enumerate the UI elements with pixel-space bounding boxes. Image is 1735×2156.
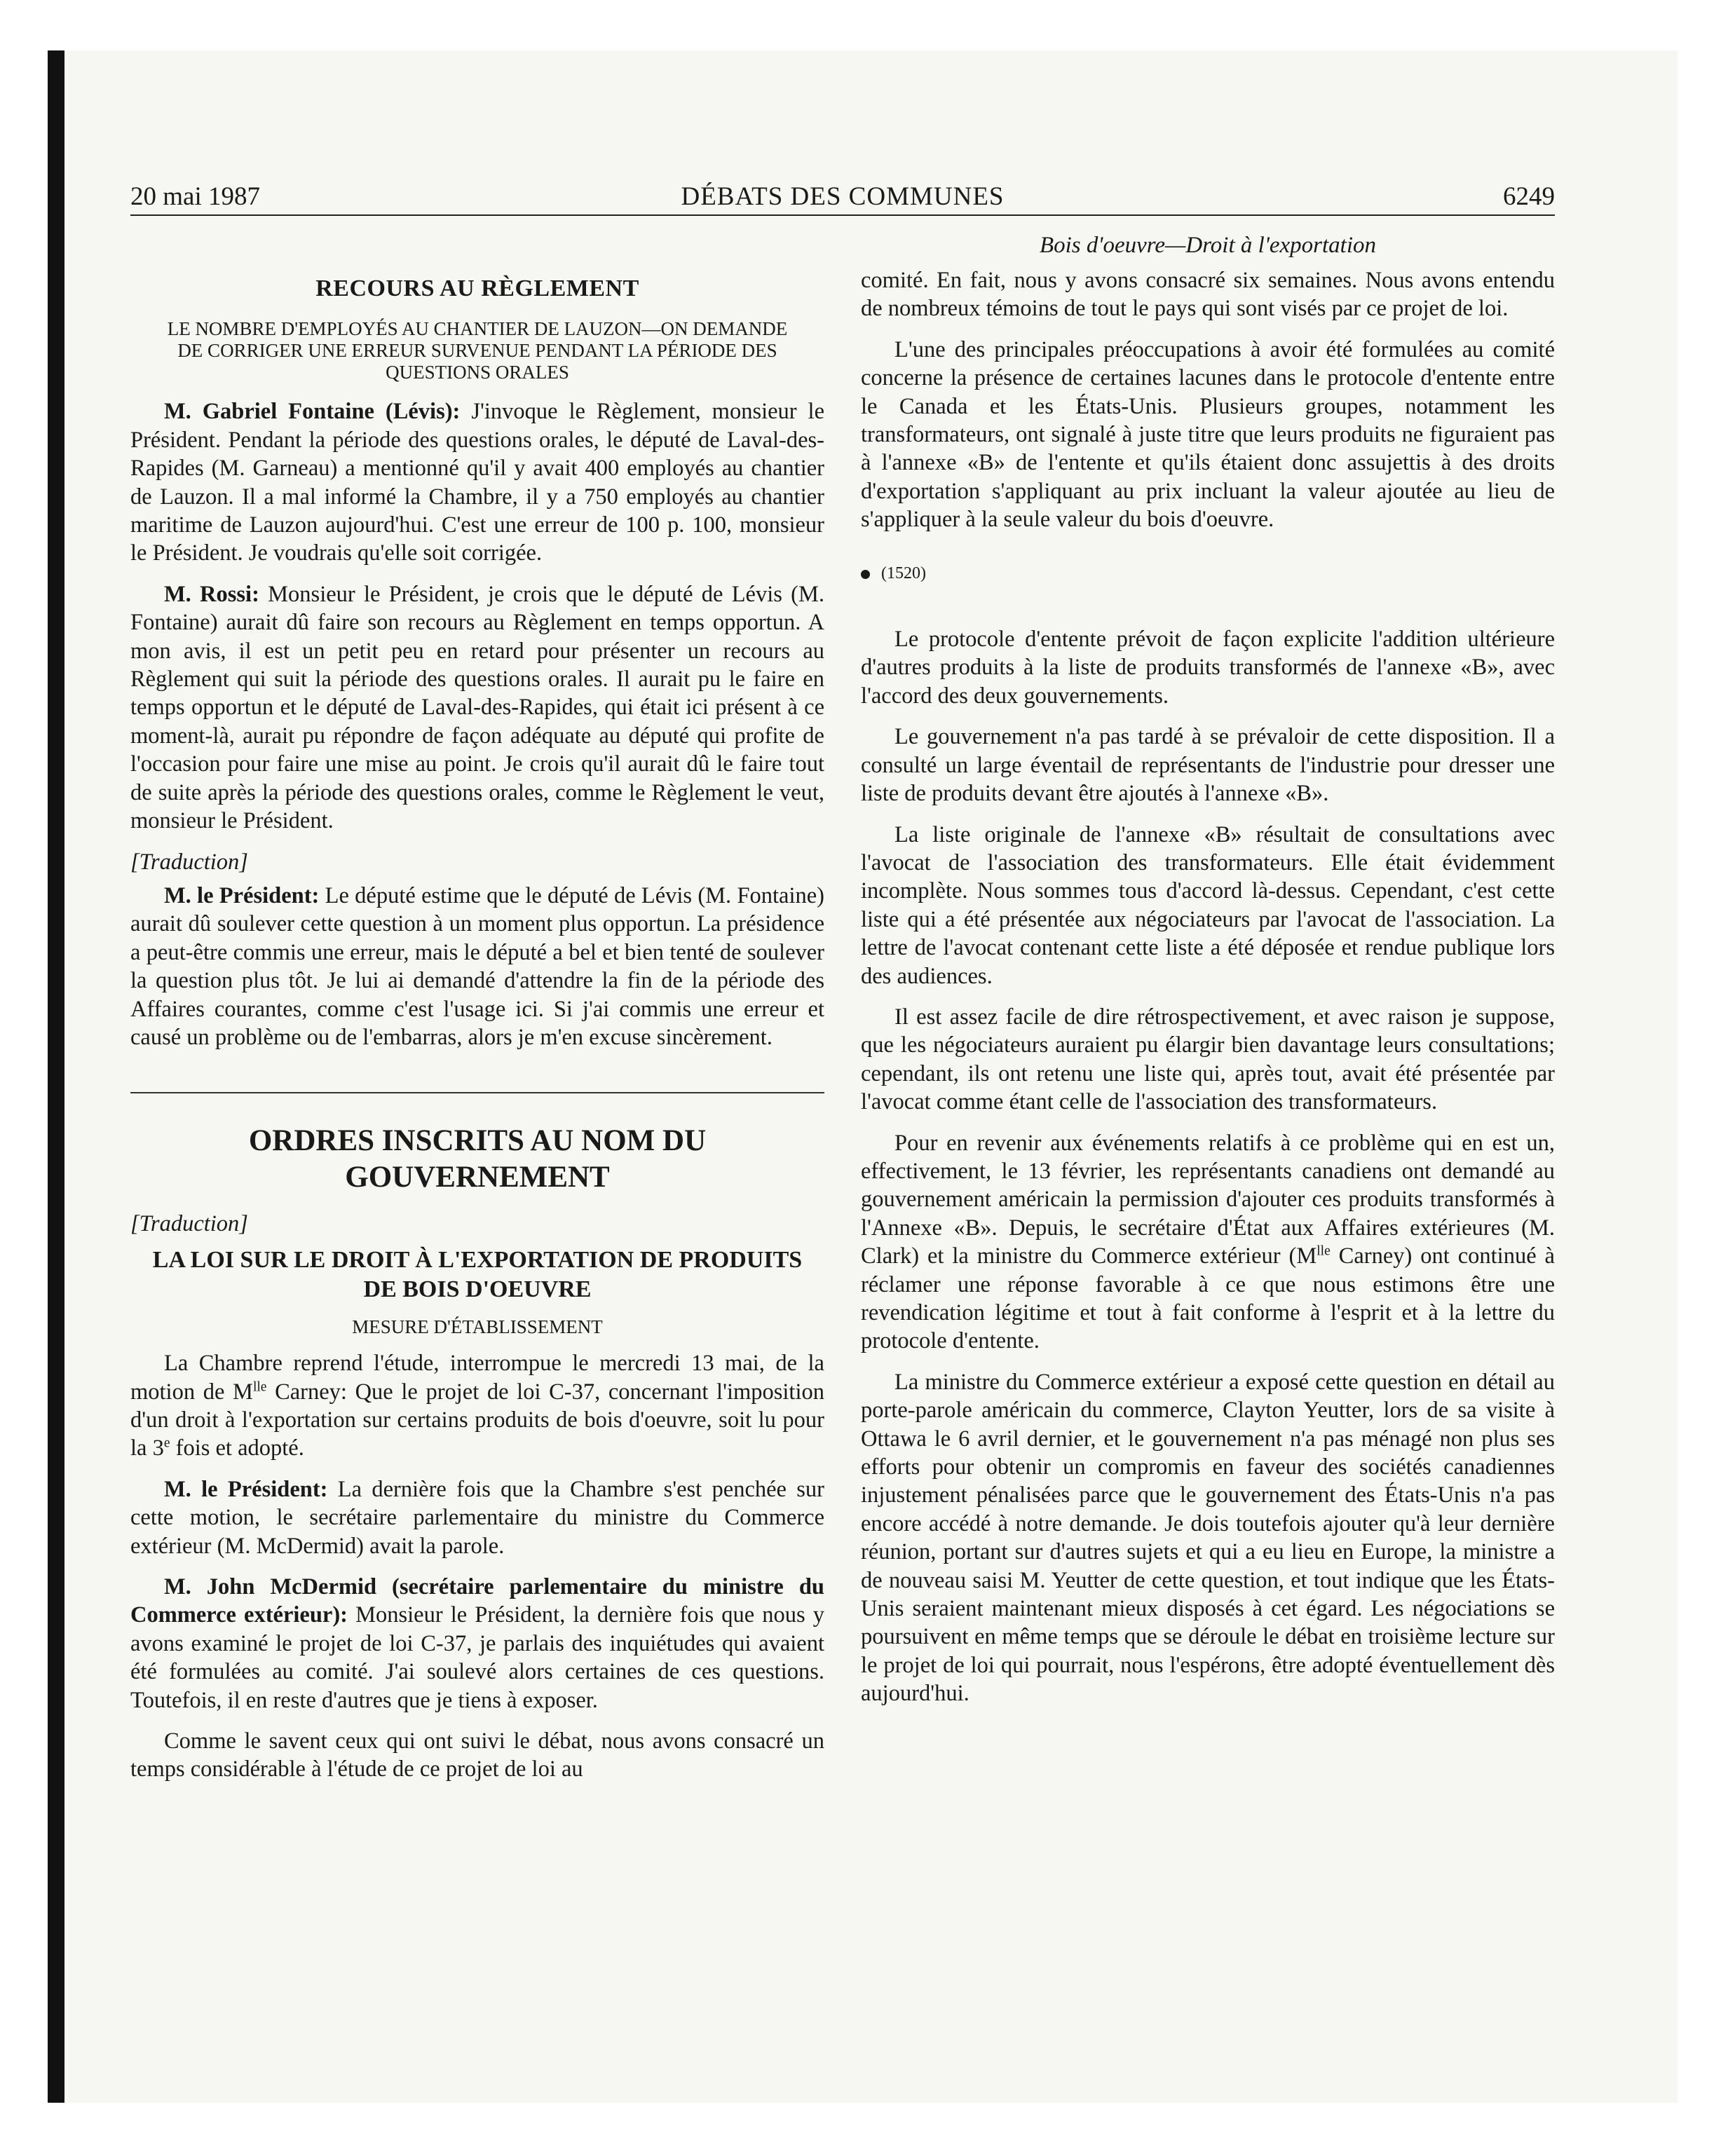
section-heading: RECOURS AU RÈGLEMENT — [315, 275, 639, 301]
bill-subheading: MESURE D'ÉTABLISSEMENT — [352, 1316, 603, 1337]
superscript: e — [163, 1435, 170, 1451]
speaker-name: M. Rossi: — [164, 581, 259, 607]
text-run: fois et adopté. — [170, 1435, 304, 1461]
speaker-name: M. John McDermid (secrétaire parlementaire du ministre du Commerce extérieur): — [130, 1574, 824, 1628]
translation-tag: [Traduction] — [130, 849, 248, 875]
paragraph — [130, 1573, 824, 1714]
paragraph — [861, 1129, 1555, 1356]
scan-border — [48, 50, 64, 2103]
paragraph: La ministre du Commerce extérieur a exposé cette question en détail au porte-parole américain du commerce, Clayton Yeutter, lors de sa visite à Ottawa le 6 avril dernier, et le gouvernement n'a pas ménagé non plus ses efforts pour obtenir un compromis en faveur des sociétés canadiennes injustement pénalisées parce que le gouvernement des États-Unis n'a pas encore accédé à notre demande. Je dois toutefois ajouter qu'à leur dernière réunion, portant sur d'autres sujets et qui a eu lieu en Europe, la ministre a de nouveau saisi M. Yeutter de cette question, et tout indique que les États-Unis seraient maintenant mieux disposés à cet égard. Les négociations se poursuivent en même temps que se déroule le débat en troisième lecture sur le projet de loi qui pourrait, nous l'espérons, être adopté éventuellement dès aujourd'hui. — [861, 1369, 1555, 1707]
page-number: 6249 — [1503, 182, 1555, 211]
paragraph: L'une des principales préoccupations à avoir été formulées au comité concerne la présence de certaines lacunes dans le protocole d'entente entre le Canada et les États-Unis. Plusieurs groupes, notamment les transformateurs, ont signalé à juste titre que leurs produits ne figuraient pas à l'annexe «B» de l'entente et qu'ils étaient donc assujettis à des droits d'exportation s'appliquant au prix incluant la valeur ajoutée au lieu de s'appliquer à la seule valeur du bois d'oeuvre. — [861, 336, 1555, 533]
text-run: Pour en revenir aux événements relatifs à ce problème qui en est un, effectivement, le 13 février, les représentants canadiens ont demandé au gouvernement américain la permission d'ajouter ces produits transformés à l'Annexe «B». Depuis, le secrétaire d'État aux Affaires extérieures (M. Clark) et la ministre du Commerce extérieur (M — [861, 1130, 1555, 1269]
left-column — [130, 231, 824, 1796]
right-column — [861, 231, 1555, 1721]
text-run: Carney: Que le projet de loi C-37, concernant l'imposition d'un droit à l'exportation sur certains produits de bois d'oeuvre, soit lu pour la 3 — [130, 1379, 824, 1461]
paragraph: Le protocole d'entente prévoit de façon explicite l'addition ultérieure d'autres produits à la liste de produits transformés de l'annexe «B», avec l'accord des deux gouvernements. — [861, 627, 1555, 709]
text-run: La Chambre reprend l'étude, interrompue le mercredi 13 mai, de la motion de M — [130, 1351, 824, 1405]
paragraph: La liste originale de l'annexe «B» résultait de consultations avec l'avocat de l'association des transformateurs. Elle était évidemment incomplète. Nous sommes tous d'accord là-dessus. Cependant, c'est cette liste qui a été présentée aux négociateurs par l'avocat de l'association. La lettre de l'avocat contenant cette liste a été déposée et rendue publique lors des audiences. — [861, 821, 1555, 989]
paragraph: comité. En fait, nous y avons consacré six semaines. Nous avons entendu de nombreux témoins de tout le pays qui sont visés par ce projet de loi. — [861, 268, 1555, 322]
speaker-name: M. le Président: — [164, 1476, 328, 1502]
superscript: lle — [1316, 1243, 1331, 1259]
timestamp — [861, 559, 1555, 587]
orders-heading: ORDRES INSCRITS AU NOM DU GOUVERNEMENT — [248, 1124, 707, 1194]
speaker-name: M. le Président: — [164, 882, 320, 908]
paragraph: Comme le savent ceux qui ont suivi le débat, nous avons consacré un temps considérable à l'étude de ce projet de loi au — [130, 1728, 824, 1782]
timestamp-text: (1520) — [881, 564, 926, 582]
translation-tag: [Traduction] — [130, 1211, 248, 1237]
speech-text: La dernière fois que la Chambre s'est penchée sur cette motion, le secrétaire parlementaire du ministre du Commerce extérieur (M. McDermid) avait la parole. — [130, 1476, 824, 1559]
header-date: 20 mai 1987 — [130, 182, 260, 211]
running-header — [130, 179, 1555, 216]
paragraph: Le gouvernement n'a pas tardé à se prévaloir de cette disposition. Il a consulté un large éventail de représentants de l'industrie pour dresser une liste de produits devant être ajoutés à l'annexe «B». — [861, 724, 1555, 807]
superscript: lle — [252, 1379, 267, 1394]
paragraph — [130, 882, 824, 1051]
section-subheading: LE NOMBRE D'EMPLOYÉS AU CHANTIER DE LAUZON—ON DEMANDE DE CORRIGER UNE ERREUR SURVENUE PENDANT LA PÉRIODE DES QUESTIONS ORALES — [167, 318, 788, 383]
bullet-icon — [861, 570, 870, 579]
topic-line: Bois d'oeuvre—Droit à l'exportation — [1039, 233, 1377, 258]
speech-text: Monsieur le Président, la dernière fois que nous y avons examiné le projet de loi C-37, je parlais des inquiétudes qui avaient été formulées au comité. J'ai soulevé alors certaines de ces questions. Toutefois, il en reste d'autres que je tiens à exposer. — [130, 1602, 824, 1713]
speech-text: J'invoque le Règlement, monsieur le Président. Pendant la période des questions orales, le député de Laval-des-Rapides (M. Garneau) a mentionné qu'il y avait 400 employés au chantier de Lauzon. Il a mal informé la Chambre, il y a 750 employés au chantier maritime de Lauzon aujourd'hui. C'est une erreur de 100 p. 100, monsieur le Président. Je voudrais qu'elle soit corrigée. — [130, 399, 825, 566]
text-run: Carney) ont continué à réclamer une réponse favorable à ce que nous estimons être une revendication légitime et tout à fait conforme à l'esprit et à la lettre du protocole d'entente. — [861, 1243, 1555, 1354]
header-title: DÉBATS DES COMMUNES — [681, 182, 1005, 211]
paragraph — [130, 397, 824, 567]
section-divider — [130, 1092, 824, 1093]
bill-heading: LA LOI SUR LE DROIT À L'EXPORTATION DE PRODUITS DE BOIS D'OEUVRE — [152, 1246, 803, 1302]
speech-text: Monsieur le Président, je crois que le député de Lévis (M. Fontaine) aurait dû faire son recours au Règlement en temps opportun. A mon avis, il est un petit peu en retard pour présenter un recours au Règlement qui suit la période des questions orales. Il aurait pu le faire en temps opportun et le député de Laval-des-Rapides, qui était ici présent à ce moment-là, aurait pu répondre de façon adéquate au député qui profite de l'occasion pour faire une mise au point. Je crois qu'il aurait dû le faire tout de suite après la période des questions orales, comme le Règlement le veut, monsieur le Président. — [130, 581, 824, 834]
speaker-name: M. Gabriel Fontaine (Lévis): — [164, 399, 461, 425]
paragraph — [130, 1475, 824, 1560]
paragraph — [130, 580, 824, 835]
paragraph: Il est assez facile de dire rétrospectivement, et avec raison je suppose, que les négociateurs auraient pu élargir bien davantage leurs consultations; cependant, ils ont retenu une liste qui, après tout, avait été présentée par l'avocat comme étant celle de l'association des transformateurs. — [861, 1004, 1555, 1115]
speech-text: Le député estime que le député de Lévis (M. Fontaine) aurait dû soulever cette question à un moment plus opportun. La présidence a peut-être commis une erreur, mais le député a bel et bien tenté de soulever la question plus tôt. Je lui ai demandé d'attendre la fin de la période des Affaires courantes, comme c'est l'usage ici. Si j'ai commis une erreur et causé un problème ou de l'embarras, alors je m'en excuse sincèrement. — [130, 882, 824, 1050]
paragraph — [130, 1349, 824, 1463]
